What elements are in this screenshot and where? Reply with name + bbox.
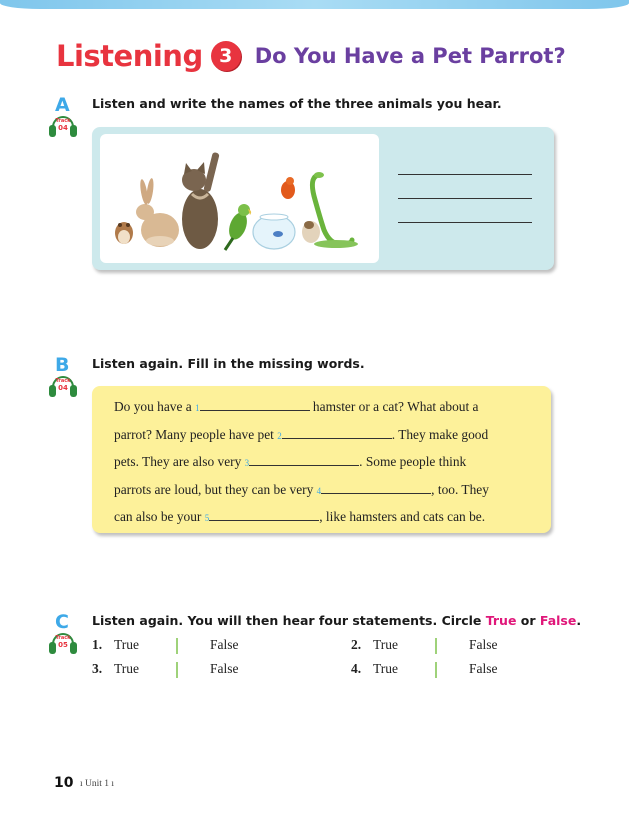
animals-photo: [100, 134, 379, 263]
section-a-letter: A: [55, 94, 70, 116]
section-b-instruction: Listen again. Fill in the missing words.: [92, 356, 365, 371]
answer-line-3[interactable]: [398, 222, 532, 223]
section-c-instruction: Listen again. You will then hear four statements. Circle True or False.: [92, 613, 582, 628]
headphones-icon[interactable]: [48, 376, 78, 400]
true-false-grid: [92, 637, 542, 687]
track-number: 04: [58, 384, 68, 392]
track-label: Track: [55, 635, 71, 641]
option-true[interactable]: True: [114, 661, 140, 676]
passage-line: can also be your 5 , like hamsters and cats can be.: [114, 509, 486, 524]
item-number: 4.: [351, 661, 362, 676]
option-true[interactable]: True: [373, 661, 399, 676]
answer-line-2[interactable]: [398, 198, 532, 199]
blank-4[interactable]: [321, 481, 431, 494]
title-listening: Listening: [56, 39, 203, 73]
blank-5[interactable]: [209, 508, 319, 521]
option-true[interactable]: True: [373, 637, 399, 652]
unit-label: ı Unit 1 ı: [80, 779, 115, 789]
animals-illustration: [100, 134, 379, 263]
divider: [176, 638, 178, 654]
blank-number: 4: [316, 485, 322, 496]
item-number: 1.: [92, 637, 103, 652]
fill-in-passage: [114, 394, 534, 532]
track-number: 04: [58, 124, 68, 132]
lesson-subtitle: Do You Have a Pet Parrot?: [254, 44, 566, 68]
passage-line: Do you have a 1 hamster or a cat? What about a: [114, 399, 479, 414]
option-false[interactable]: False: [210, 637, 239, 652]
track-label: Track: [55, 378, 71, 384]
section-a-instruction: Listen and write the names of the three animals you hear.: [92, 96, 502, 111]
answer-line-1[interactable]: [398, 174, 532, 175]
blank-number: 2: [277, 430, 282, 441]
option-false[interactable]: False: [469, 637, 498, 652]
option-false[interactable]: False: [210, 661, 239, 676]
option-false[interactable]: False: [469, 661, 498, 676]
divider: [435, 662, 437, 678]
passage-line: parrot? Many people have pet 2 . They make good: [114, 426, 489, 442]
passage-line: parrots are loud, but they can be very 4 , too. They: [114, 481, 489, 497]
track-number: 05: [58, 641, 68, 649]
divider: [435, 638, 437, 654]
section-a-box: [92, 127, 554, 270]
blank-3[interactable]: [249, 453, 359, 466]
item-number: 2.: [351, 637, 362, 652]
section-b-box: [92, 386, 551, 533]
headphones-icon[interactable]: [48, 116, 78, 140]
blank-1[interactable]: [200, 398, 310, 411]
headphones-icon[interactable]: [48, 633, 78, 657]
page-title: [56, 36, 566, 76]
page-number: 10: [54, 775, 74, 791]
top-decorative-bar: [0, 0, 629, 9]
true-keyword: True: [485, 613, 517, 628]
false-keyword: False: [539, 613, 577, 628]
section-b-letter: B: [55, 354, 70, 376]
passage-line: pets. They are also very 3 . Some people think: [114, 454, 467, 469]
blank-number: 5: [204, 513, 210, 523]
lesson-number-badge: 3: [211, 41, 241, 71]
blank-2[interactable]: [282, 426, 392, 439]
section-c-letter: C: [55, 611, 69, 633]
divider: [176, 662, 178, 678]
option-true[interactable]: True: [114, 637, 140, 652]
blank-number: 3: [244, 458, 250, 468]
blank-number: 1: [195, 403, 200, 413]
track-label: Track: [55, 118, 71, 124]
item-number: 3.: [92, 661, 103, 676]
